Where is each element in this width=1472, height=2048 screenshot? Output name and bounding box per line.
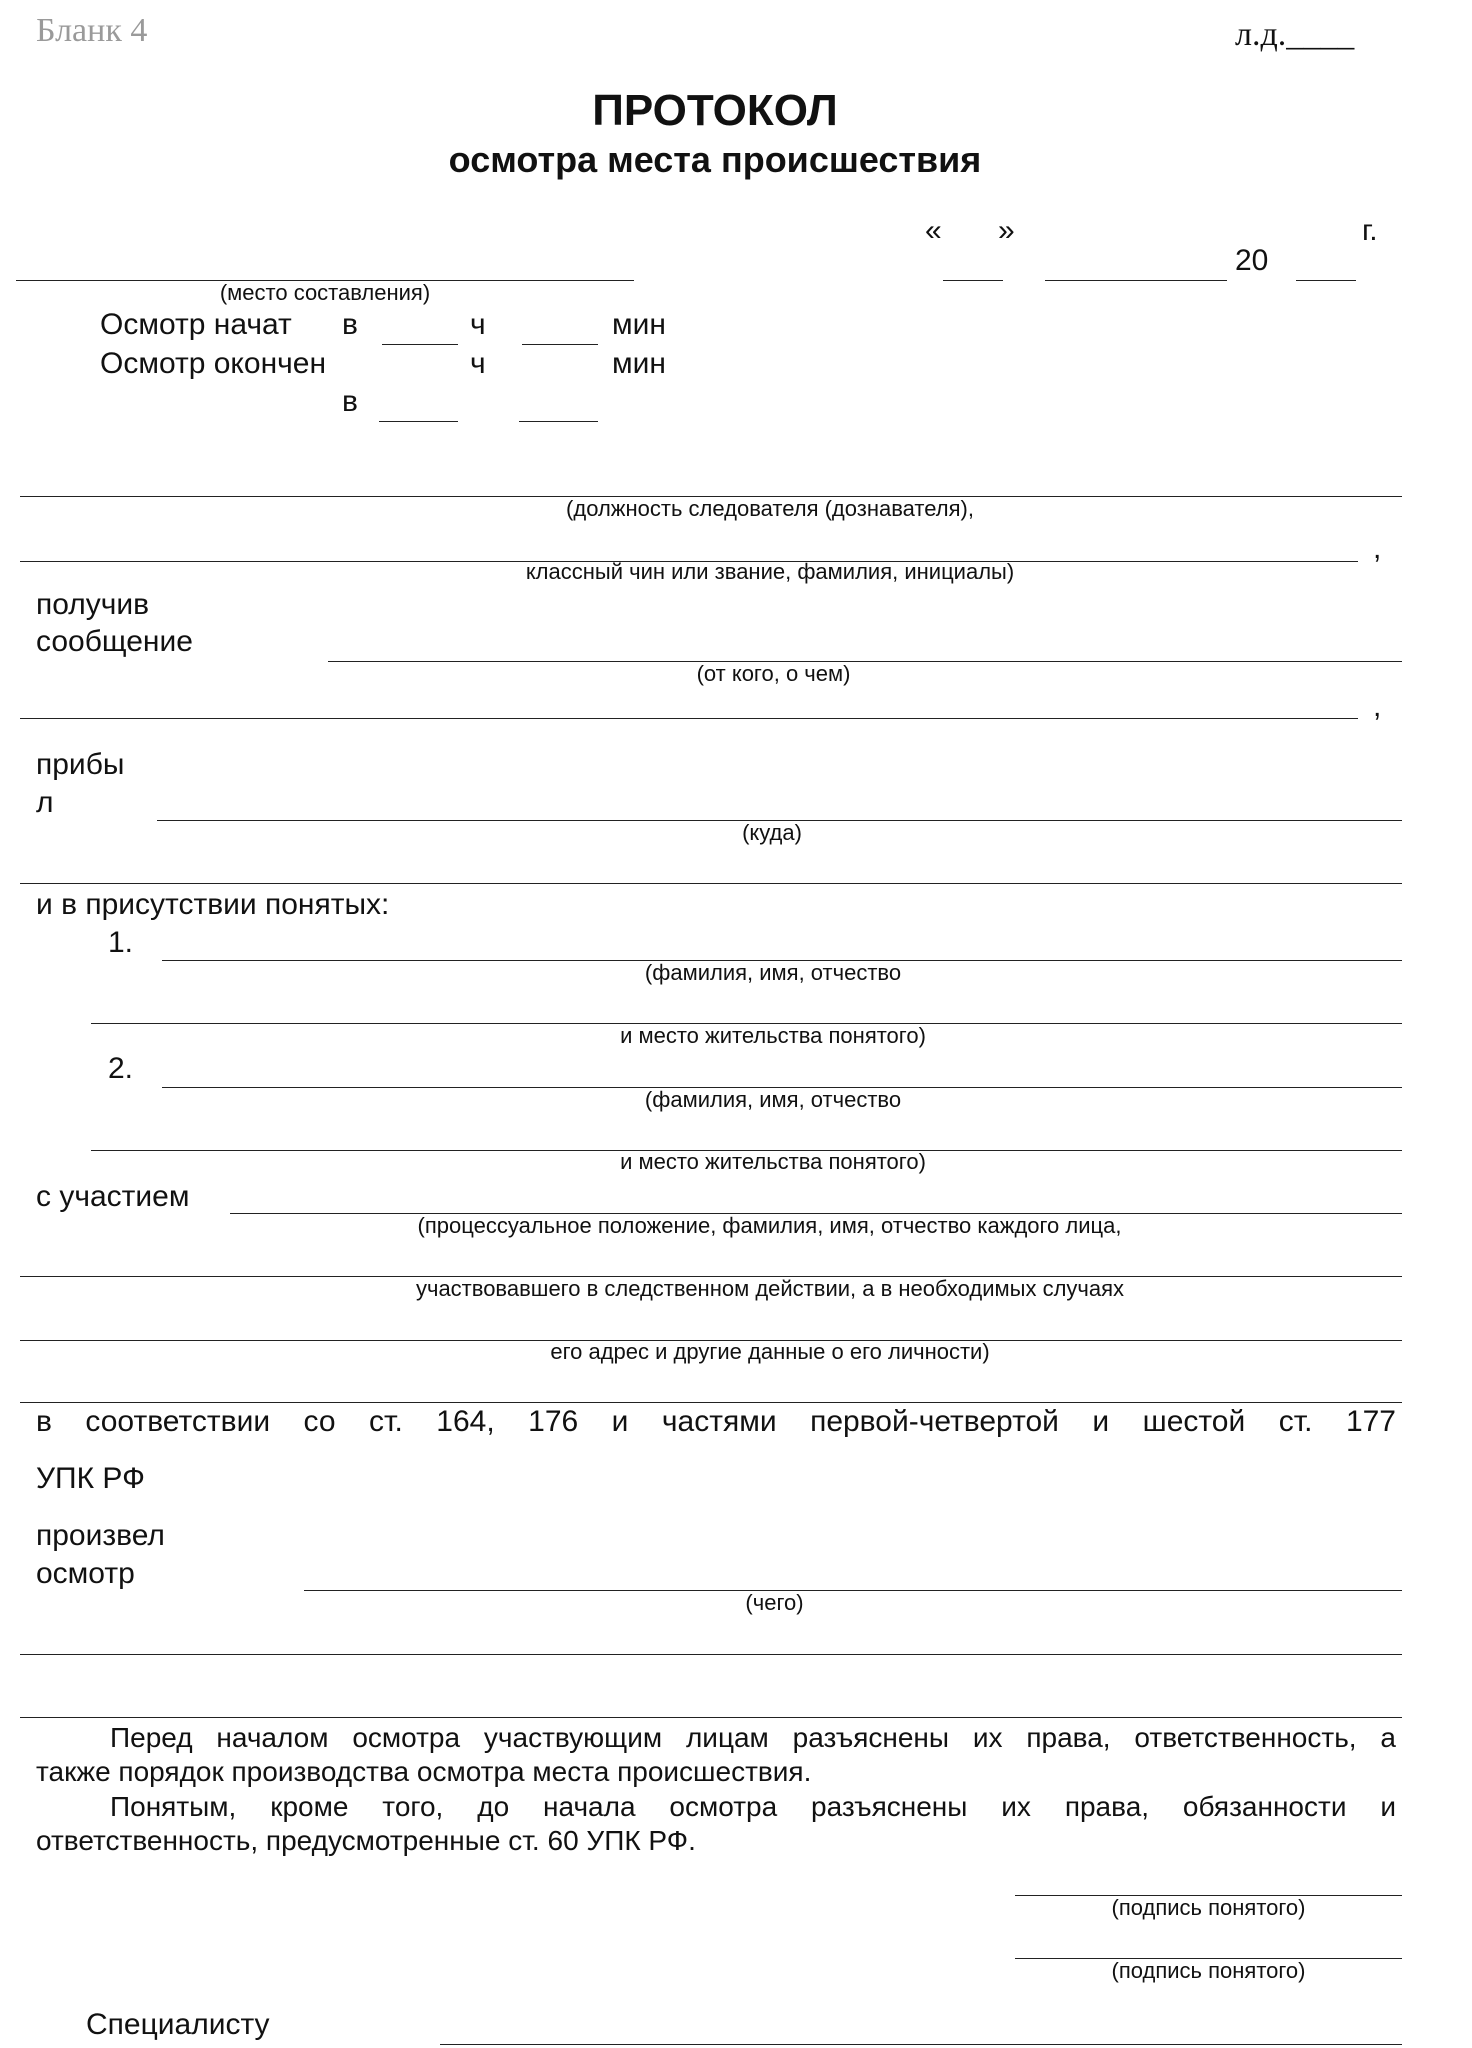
start-minutes-label: мин (612, 308, 666, 341)
year-prefix: 20 (1235, 244, 1269, 277)
start-hours-line[interactable] (382, 344, 458, 345)
specialist-label: Специалисту (86, 2008, 270, 2041)
date-close-quote: » (998, 214, 1015, 247)
witness2-signature-caption: (подпись понятого) (1111, 1958, 1306, 1983)
end-minutes-line[interactable] (519, 421, 598, 422)
year-line[interactable] (1296, 280, 1356, 281)
witness1-name-caption: (фамилия, имя, отчество (644, 960, 902, 985)
rights-paragraph-line1: Перед началом осмотра участвующим лицам разъяснены их права, ответственность, а (110, 1722, 1396, 1753)
arrived-where-caption: (куда) (742, 820, 802, 845)
investigator-rank-caption: классный чин или звание, фамилия, инициалы) (525, 559, 1015, 584)
witness2-name-caption: (фамилия, имя, отчество (644, 1087, 902, 1112)
end-label: Осмотр окончен (100, 347, 327, 380)
witness1-residence-caption: и место жительства понятого) (620, 1023, 926, 1048)
arrived-label-part1: прибы (36, 748, 125, 781)
participation-line-4[interactable] (20, 1402, 1402, 1403)
document-subtitle: осмотра места происшествия (448, 139, 982, 180)
participation-label: с участием (36, 1180, 190, 1213)
participation-caption-2: участвовавшего в следственном действии, а в необходимых случаях (415, 1276, 1125, 1301)
start-minutes-line[interactable] (522, 344, 598, 345)
witnesses-label: и в присутствии понятых: (36, 888, 390, 921)
arrived-label-part2: л (36, 786, 54, 819)
accordance-text: в соответствии со ст. 164, 176 и частями первой-четвертой и шестой ст. 177 (36, 1405, 1396, 1438)
start-label: Осмотр начат (100, 308, 292, 341)
message-label: сообщение (36, 625, 193, 658)
case-sheet-number: л.д.____ (1235, 16, 1355, 53)
witness-rights-line1: Понятым, кроме того, до начала осмотра разъяснены их права, обязанности и (110, 1791, 1396, 1822)
upk-label: УПК РФ (36, 1462, 145, 1495)
place-caption: (место составления) (219, 280, 431, 305)
end-minutes-label: мин (612, 347, 666, 380)
start-in-label: в (342, 308, 358, 341)
witness1-signature-caption: (подпись понятого) (1111, 1895, 1306, 1920)
inspection-line-3[interactable] (20, 1717, 1402, 1718)
inspection-line-2[interactable] (20, 1654, 1402, 1655)
witness2-residence-caption: и место жительства понятого) (620, 1149, 926, 1174)
rights-paragraph-line2: также порядок производства осмотра места происшествия. (36, 1756, 812, 1787)
day-line[interactable] (943, 280, 1003, 281)
date-open-quote: « (925, 214, 942, 247)
inspection-what-caption: (чего) (745, 1590, 804, 1615)
received-label: получив (36, 588, 150, 621)
witness2-number: 2. (108, 1052, 134, 1085)
inspection-label: осмотр (36, 1557, 135, 1590)
document-title: ПРОТОКОЛ (592, 86, 838, 135)
end-hours-label: ч (470, 347, 486, 380)
message-from-caption: (от кого, о чем) (696, 661, 851, 686)
conducted-label: произвел (36, 1519, 165, 1552)
participation-caption-1: (процессуальное положение, фамилия, имя, отчество каждого лица, (417, 1213, 1122, 1238)
investigator-position-caption: (должность следователя (дознавателя), (566, 496, 974, 521)
rank-comma: , (1373, 532, 1382, 565)
arrived-continuation-line[interactable] (20, 883, 1402, 884)
start-hours-label: ч (470, 308, 486, 341)
end-in-label: в (342, 385, 358, 418)
participation-caption-3: его адрес и другие данные о его личности) (550, 1339, 990, 1364)
witness-rights-line2: ответственность, предусмотренные ст. 60 УПК РФ. (36, 1825, 696, 1856)
specialist-line[interactable] (440, 2044, 1402, 2045)
blank-number: Бланк 4 (36, 12, 148, 49)
message-continuation-line[interactable] (20, 718, 1358, 719)
month-line[interactable] (1045, 280, 1227, 281)
end-hours-line[interactable] (379, 421, 458, 422)
message-comma: , (1373, 690, 1382, 723)
witness1-number: 1. (108, 926, 134, 959)
year-suffix: г. (1362, 214, 1378, 247)
